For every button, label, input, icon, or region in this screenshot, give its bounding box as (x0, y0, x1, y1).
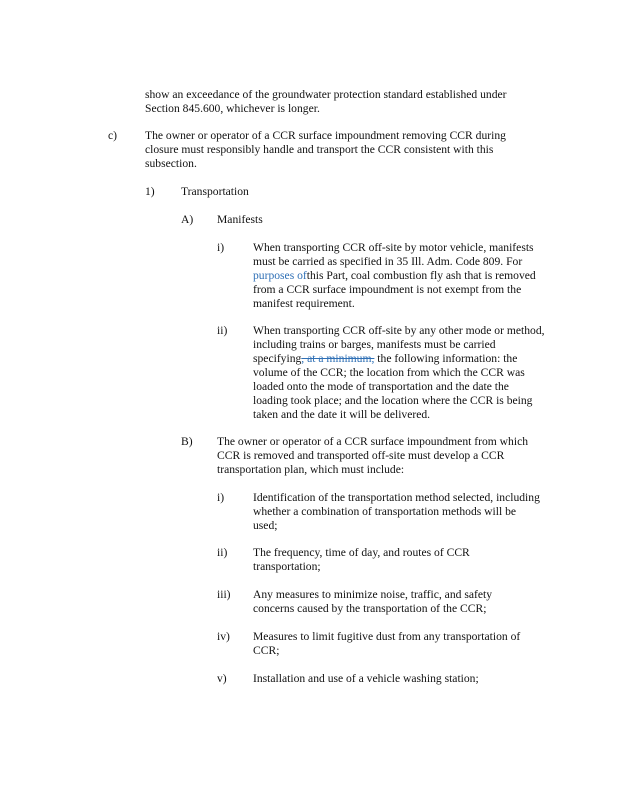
item-B-iv-text: Measures to limit fugitive dust from any transportation of CCR; (253, 630, 521, 657)
item-A-i-text (253, 241, 546, 311)
item-B-v-text: Installation and use of a vehicle washing station; (253, 672, 479, 685)
item-A-ii-text-before: When transporting CCR off-site by any other mode or method, including trains or barges, manifests must be carried specifying (253, 324, 545, 365)
item-B-iii-label: iii) (217, 588, 231, 601)
item-A-heading: Manifests (217, 213, 263, 226)
item-B-v-label: v) (217, 672, 227, 685)
item-A-i-text-after: this Part, coal combustion fly ash that is removed from a CCR surface impoundment is not exempt from the manifest requirement. (253, 269, 536, 310)
item-B-text: The owner or operator of a CCR surface impoundment from which CCR is removed and transported off-site must develop a CCR transportation plan, which must include: (217, 435, 529, 476)
subsection-c-text: The owner or operator of a CCR surface impoundment removing CCR during closure must responsibly handle and transport the CCR consistent with this subsection. (145, 129, 506, 170)
item-1-heading: Transportation (181, 185, 249, 198)
intro-paragraph: show an exceedance of the groundwater protection standard established under Section 845.600, whichever is longer. (145, 88, 507, 115)
item-B-i-text: Identification of the transportation method selected, including whether a combination of transportation methods will be used; (253, 491, 540, 532)
item-A-ii-text-after: the following information: the volume of the CCR; the location from which the CCR was loaded onto the mode of transportation and the date the loading took place; and the location where the CCR is being taken and the date it will be delivered. (253, 352, 533, 421)
deleted-revision: , at a minimum, (301, 352, 375, 365)
item-B-iv-label: iv) (217, 630, 230, 643)
item-A-label: A) (181, 213, 194, 226)
item-A-ii-text (253, 324, 546, 422)
item-A-i-text-before: When transporting CCR off-site by motor vehicle, manifests must be carried as specified in 35 Ill. Adm. Code 809. For (253, 241, 534, 268)
item-A-i-label: i) (217, 241, 225, 254)
item-B-label: B) (181, 435, 193, 448)
item-1-label: 1) (145, 185, 155, 198)
item-A-ii-label: ii) (217, 324, 228, 337)
item-B-iii-text: Any measures to minimize noise, traffic, and safety concerns caused by the transportation of the CCR; (253, 588, 492, 615)
inserted-revision: purposes of (253, 269, 307, 282)
item-B-i-label: i) (217, 491, 225, 504)
item-B-ii-label: ii) (217, 546, 228, 559)
subsection-c-label: c) (108, 129, 118, 142)
item-B-ii-text: The frequency, time of day, and routes of CCR transportation; (253, 546, 470, 573)
